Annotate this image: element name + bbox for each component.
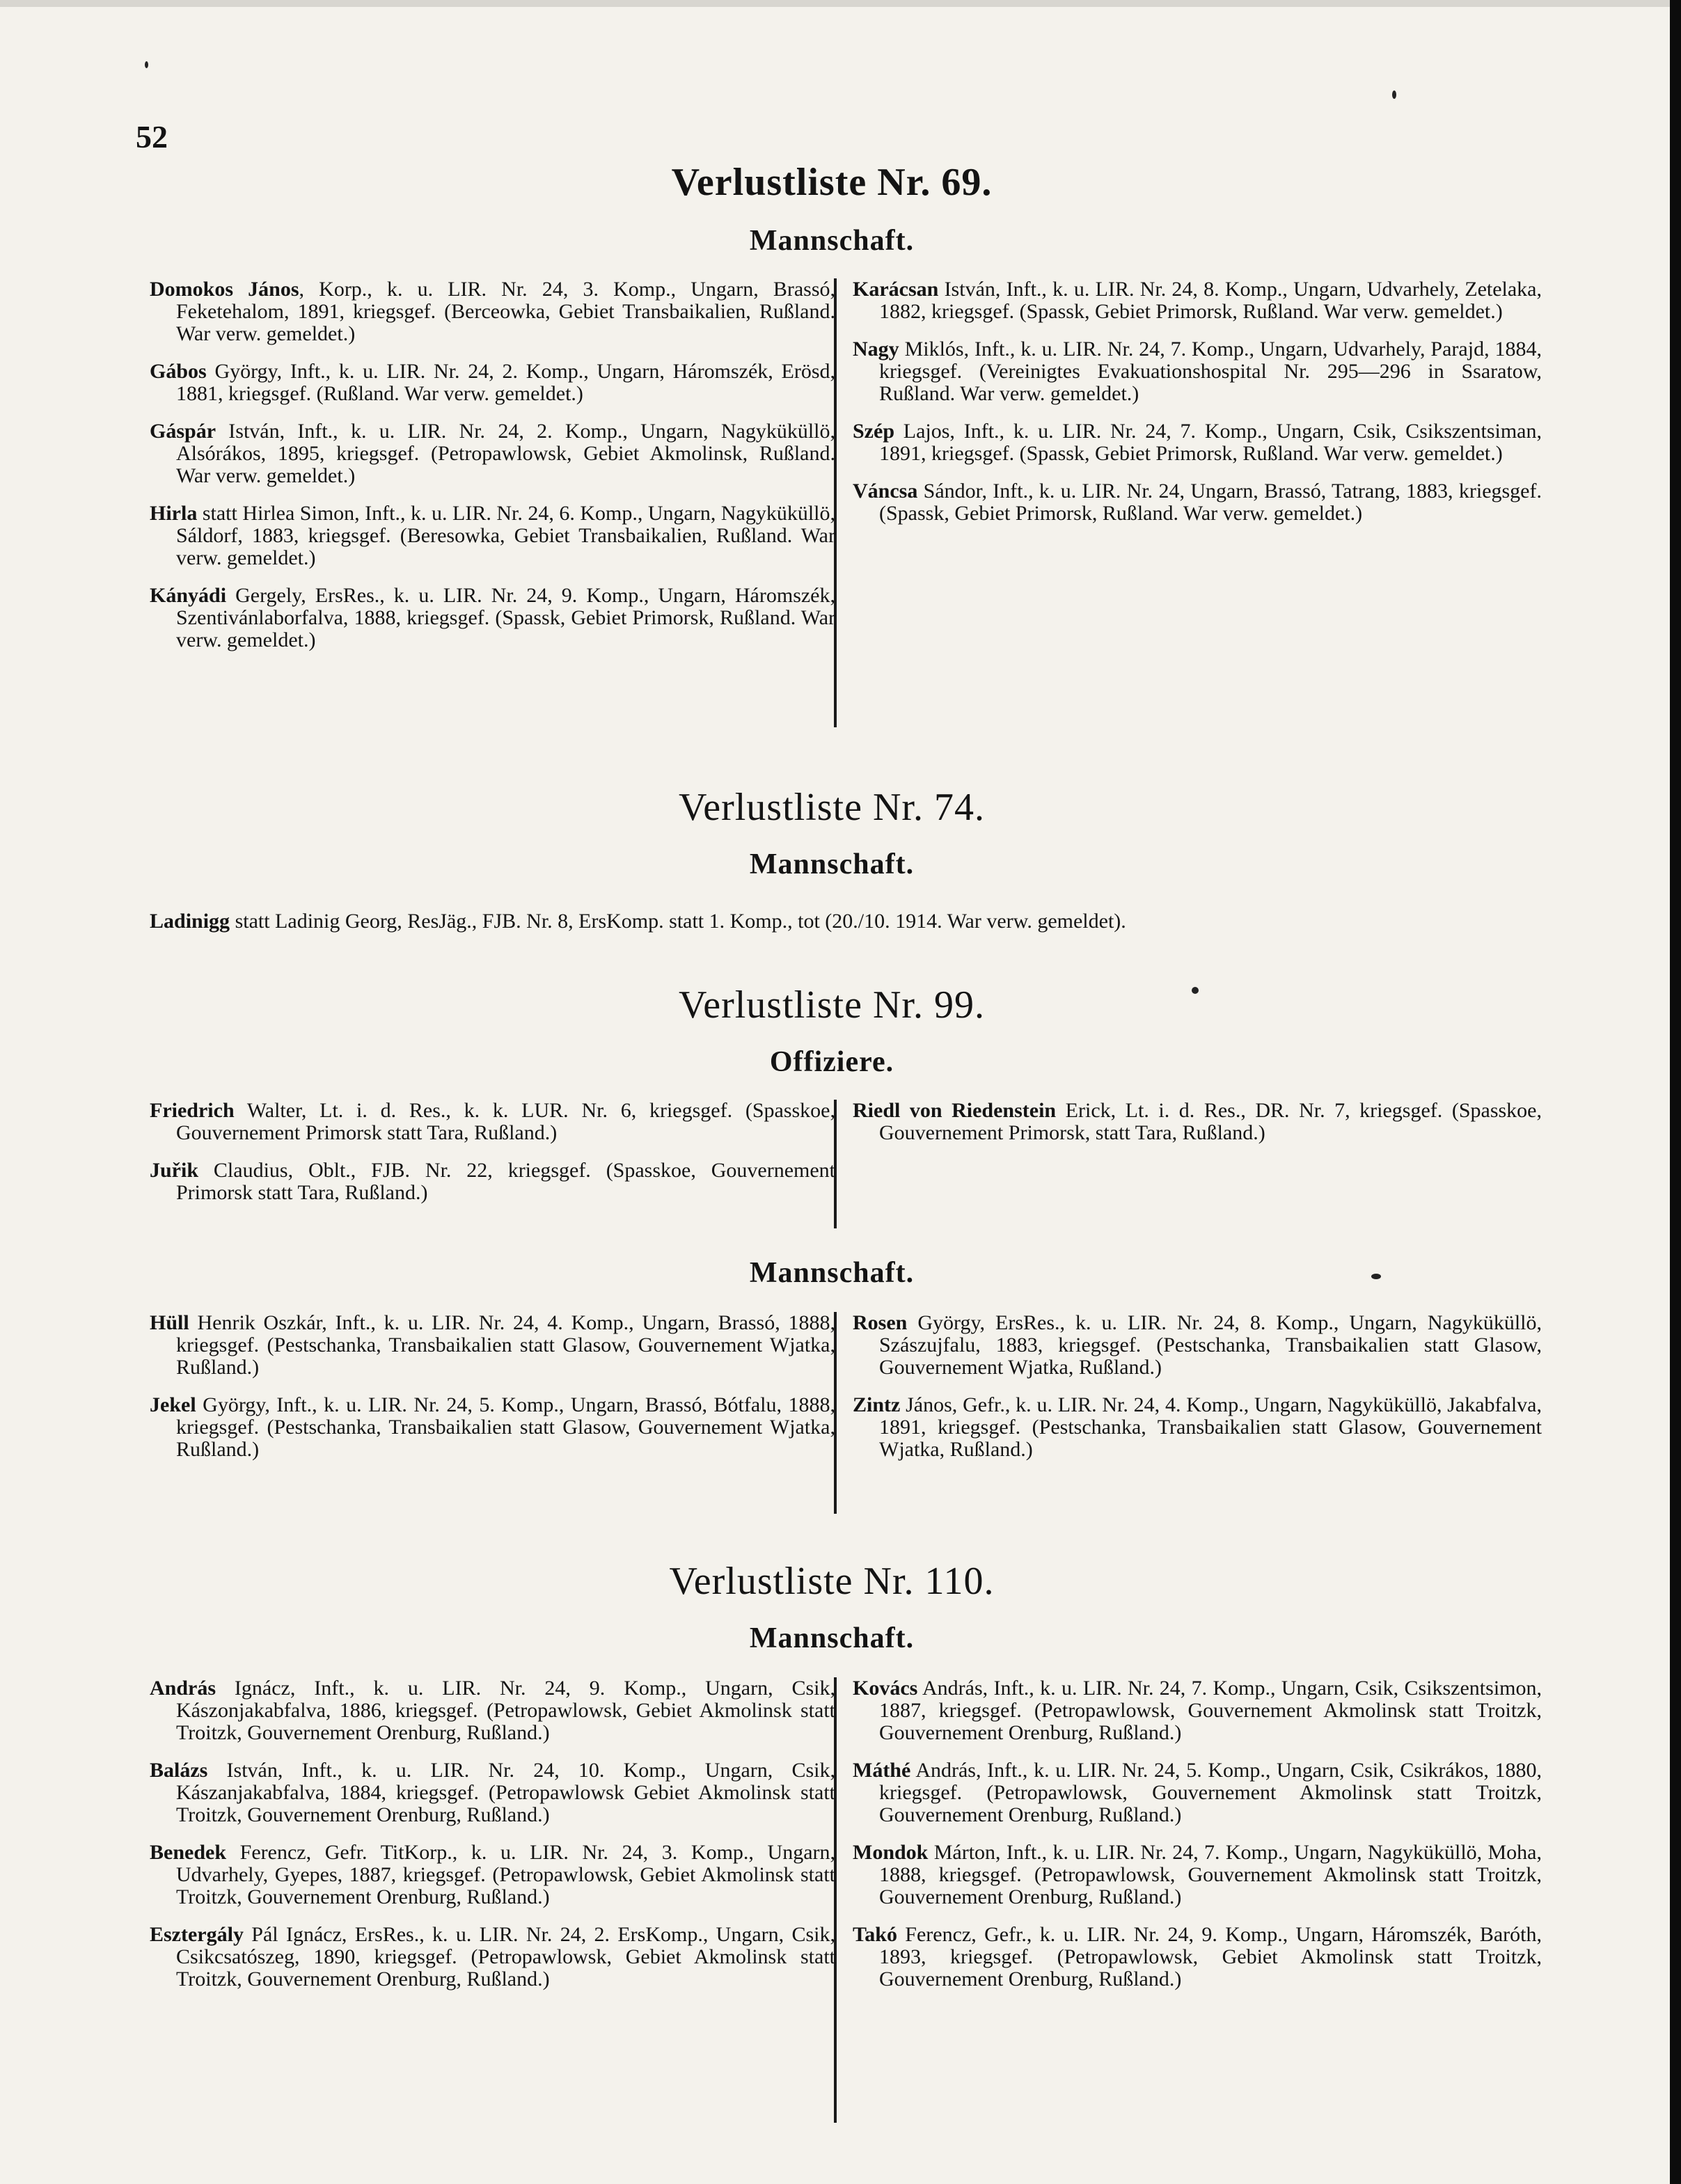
entry-details: Lajos, Inft., k. u. LIR. Nr. 24, 7. Komp., Ungarn, Csik, Csikszentsiman, 1891, kriegsgef. (Spassk, Gebiet Primorsk, Rußland. War verw. gemeldet.) [879,420,1542,465]
entry-name: Takó [853,1923,897,1946]
entry-name: Szép [853,420,894,443]
entry-details: András, Inft., k. u. LIR. Nr. 24, 7. Komp., Ungarn, Csik, Csikszentsimon, 1887, kriegsgef. (Petropawlowsk, Gouvernement Akmolinsk statt Troitzk, Gouvernement Orenburg, Rußland.) [879,1677,1542,1744]
entry-name: Balázs [150,1759,208,1782]
scan-speck [1392,90,1396,99]
entry-name: Kányádi [150,584,227,607]
casualty-entry [150,1842,835,1908]
list-title-69: Verlustliste Nr. 69. [671,161,993,204]
entry-name: Váncsa [853,480,918,503]
entry-details: István, Inft., k. u. LIR. Nr. 24, 2. Komp., Ungarn, Nagyküküllö, Alsórákos, 1895, kriegsgef. (Petropawlowsk, Gebiet Akmolinsk, Rußland. War verw. gemeldet.) [176,420,835,487]
entry-details: Sándor, Inft., k. u. LIR. Nr. 24, Ungarn, Brassó, Tatrang, 1883, kriegsgef. (Spassk, Gebiet Primorsk, Rußland. War verw. gemeldet.) [879,480,1542,525]
entry-details: Ferencz, Gefr., k. u. LIR. Nr. 24, 9. Komp., Ungarn, Háromszék, Baróth, 1893, kriegsgef. (Petropawlowsk, Gebiet Akmolinsk statt Troitzk, Gouvernement Orenburg, Rußland.) [879,1923,1542,1991]
entry-details: Gergely, ErsRes., k. u. LIR. Nr. 24, 9. Komp., Ungarn, Háromszék, Szentivánlaborfalva, 1888, kriegsgef. (Spassk, Gebiet Primorsk, Rußland. War verw. gemeldet.) [176,584,835,651]
entry-details: Henrik Oszkár, Inft., k. u. LIR. Nr. 24, 4. Komp., Ungarn, Brassó, 1888, kriegsgef. (Pestschanka, Transbaikalien statt Glasow, Gouvernement Wjatka, Rußland.) [176,1311,835,1379]
scan-top-edge [0,0,1681,7]
casualty-entry [150,1394,835,1461]
entry-name: Rosen [853,1311,908,1334]
entry-name: Juřik [150,1159,199,1182]
list-title-99: Verlustliste Nr. 99. [679,983,985,1027]
casualty-entry [150,361,835,405]
casualty-entry [150,1759,835,1826]
casualty-entry [150,1677,835,1744]
subtitle-74-mannschaft: Mannschaft. [749,848,915,880]
casualty-entry [150,1924,835,1991]
casualty-entry [853,1312,1542,1379]
scan-speck [1371,1274,1381,1279]
entry-details: István, Inft., k. u. LIR. Nr. 24, 8. Komp., Ungarn, Udvarhely, Zetelaka, 1882, kriegsgef. (Spassk, Gebiet Primorsk, Rußland. War verw. gemeldet.) [879,278,1542,323]
casualty-entry [150,420,835,487]
entry-details: András, Inft., k. u. LIR. Nr. 24, 5. Komp., Ungarn, Csik, Csikrákos, 1880, kriegsgef. (Petropawlowsk, Gouvernement Akmolinsk statt Troitzk, Gouvernement Orenburg, Rußland.) [879,1759,1542,1826]
entry-name: Gáspár [150,420,216,443]
entry-details: Erick, Lt. i. d. Res., DR. Nr. 7, kriegsgef. (Spasskoe, Gouvernement Primorsk, statt Tara, Rußland.) [879,1099,1542,1144]
column-left-69 [150,278,835,667]
column-right-99-offiziere [853,1100,1542,1160]
entry-name: Benedek [150,1841,227,1864]
column-right-99-mannschaft [853,1312,1542,1476]
casualty-entry [853,1842,1542,1908]
entry-name: Riedl von Riedenstein [853,1099,1057,1122]
casualty-entry [150,503,835,569]
column-left-99-mannschaft [150,1312,835,1476]
page-number: 52 [136,119,168,155]
entry-name: Esztergály [150,1923,244,1946]
casualty-entry [150,278,835,345]
subtitle-110-mannschaft: Mannschaft. [749,1622,915,1654]
entry-name: Hüll [150,1311,189,1334]
entry-name: Kovács [853,1677,918,1700]
list-title-110: Verlustliste Nr. 110. [669,1560,995,1603]
casualty-entry [853,338,1542,405]
entry-details: István, Inft., k. u. LIR. Nr. 24, 10. Komp., Ungarn, Csik, Kászanjakabfalva, 1884, kriegsgef. (Petropawlowsk Gebiet Akmolinsk statt Troitzk, Gouvernement Orenburg, Rußland.) [176,1759,835,1826]
entry-name: Zintz [853,1393,901,1416]
entry-name: Friedrich [150,1099,235,1122]
subtitle-99-mannschaft: Mannschaft. [749,1257,915,1289]
entry-details: Pál Ignácz, ErsRes., k. u. LIR. Nr. 24, 2. ErsKomp., Ungarn, Csik, Csikcsatószeg, 1890, kriegsgef. (Petropawlowsk, Gebiet Akmolinsk statt Troitzk, Gouvernement Orenburg, Rußland.) [176,1923,835,1991]
entry-details: Claudius, Oblt., FJB. Nr. 22, kriegsgef. (Spasskoe, Gouvernement Primorsk statt Tara, Rußland.) [176,1159,835,1204]
entry-details: statt Ladinig Georg, ResJäg., FJB. Nr. 8, ErsKomp. statt 1. Komp., tot (20./10. 1914. War verw. gemeldet). [230,910,1126,933]
scan-speck [145,61,148,68]
casualty-entry [150,1312,835,1379]
scan-speck [1192,987,1199,994]
entry-details: Márton, Inft., k. u. LIR. Nr. 24, 7. Komp., Ungarn, Nagyküküllö, Moha, 1888, kriegsgef. (Petropawlowsk, Gouvernement Akmolinsk statt Troitzk, Gouvernement Orenburg, Rußland.) [879,1841,1542,1908]
casualty-entry [853,1759,1542,1826]
casualty-entry [853,1394,1542,1461]
entry-details: György, ErsRes., k. u. LIR. Nr. 24, 8. Komp., Ungarn, Nagyküküllö, Szászujfalu, 1883, kriegsgef. (Pestschanka, Transbaikalien statt Glasow, Gouvernement Wjatka, Rußland.) [879,1311,1542,1379]
entry-details: Miklós, Inft., k. u. LIR. Nr. 24, 7. Komp., Ungarn, Udvarhely, Parajd, 1884, kriegsgef. (Vereinigtes Evakuationshospital Nr. 295—296 in Ssaratow, Rußland. War verw. gemeldet.) [879,338,1542,405]
column-left-99-offiziere [150,1100,835,1219]
entry-details: Ignácz, Inft., k. u. LIR. Nr. 24, 9. Komp., Ungarn, Csik, Kászonjakabfalva, 1886, kriegsgef. (Petropawlowsk, Gebiet Akmolinsk statt Troitzk, Gouvernement Orenburg, Rußland.) [176,1677,835,1744]
casualty-entry [853,1100,1542,1144]
entry-details: János, Gefr., k. u. LIR. Nr. 24, 4. Komp., Ungarn, Nagyküküllö, Jakabfalva, 1891, kriegsgef. (Pestschanka, Transbaikalien statt Glasow, Gouvernement Wjatka, Rußland.) [879,1393,1542,1461]
entry-name: András [150,1677,216,1700]
entry-name: Nagy [853,338,899,361]
casualty-entry [853,420,1542,465]
entry-details: , Korp., k. u. LIR. Nr. 24, 3. Komp., Ungarn, Brassó, Feketehalom, 1891, kriegsgef. (Berceowka, Gebiet Transbaikalien, Rußland. War verw. gemeldet.) [176,278,835,345]
entry-name: Gábos [150,360,207,383]
casualty-entry [853,1677,1542,1744]
casualty-entry [853,1924,1542,1991]
column-right-110 [853,1677,1542,2006]
scan-right-edge [1670,0,1681,2184]
casualty-entry [150,1160,835,1204]
entry-name: Mondok [853,1841,929,1864]
entry-name: Máthé [853,1759,911,1782]
entry-name: Domokos János [150,278,299,301]
subtitle-69-mannschaft: Mannschaft. [749,225,915,257]
entry-details: György, Inft., k. u. LIR. Nr. 24, 5. Komp., Ungarn, Brassó, Bótfalu, 1888, kriegsgef. (Pestschanka, Transbaikalien statt Glasow, Gouvernement Wjatka, Rußland.) [176,1393,835,1461]
entry-details: statt Hirlea Simon, Inft., k. u. LIR. Nr. 24, 6. Komp., Ungarn, Nagyküküllö, Sáldorf, 1883, kriegsgef. (Beresowka, Gebiet Transbaikalien, Rußland. War verw. gemeldet.) [176,502,835,569]
entry-name: Jekel [150,1393,196,1416]
column-right-69 [853,278,1542,540]
list-title-74: Verlustliste Nr. 74. [679,786,985,829]
entry-name: Ladinigg [150,910,230,933]
column-left-110 [150,1677,835,2006]
casualty-entry [150,585,835,651]
entry-details: Walter, Lt. i. d. Res., k. k. LUR. Nr. 6, kriegsgef. (Spasskoe, Gouvernement Primorsk statt Tara, Rußland.) [176,1099,835,1144]
casualty-entry [853,278,1542,323]
entry-details: Ferencz, Gefr. TitKorp., k. u. LIR. Nr. 24, 3. Komp., Ungarn, Udvarhely, Gyepes, 1887, kriegsgef. (Petropawlowsk, Gebiet Akmolinsk statt Troitzk, Gouvernement Orenburg, Rußland.) [176,1841,835,1908]
entry-name: Hirla [150,502,198,525]
casualty-entry [853,480,1542,525]
casualty-entry [150,1100,835,1144]
entry-details: György, Inft., k. u. LIR. Nr. 24, 2. Komp., Ungarn, Háromszék, Erösd, 1881, kriegsgef. (Rußland. War verw. gemeldet.) [176,360,835,405]
entry-name: Karácsan [853,278,939,301]
casualty-entry [150,910,1542,933]
subtitle-99-offiziere: Offiziere. [769,1046,894,1078]
